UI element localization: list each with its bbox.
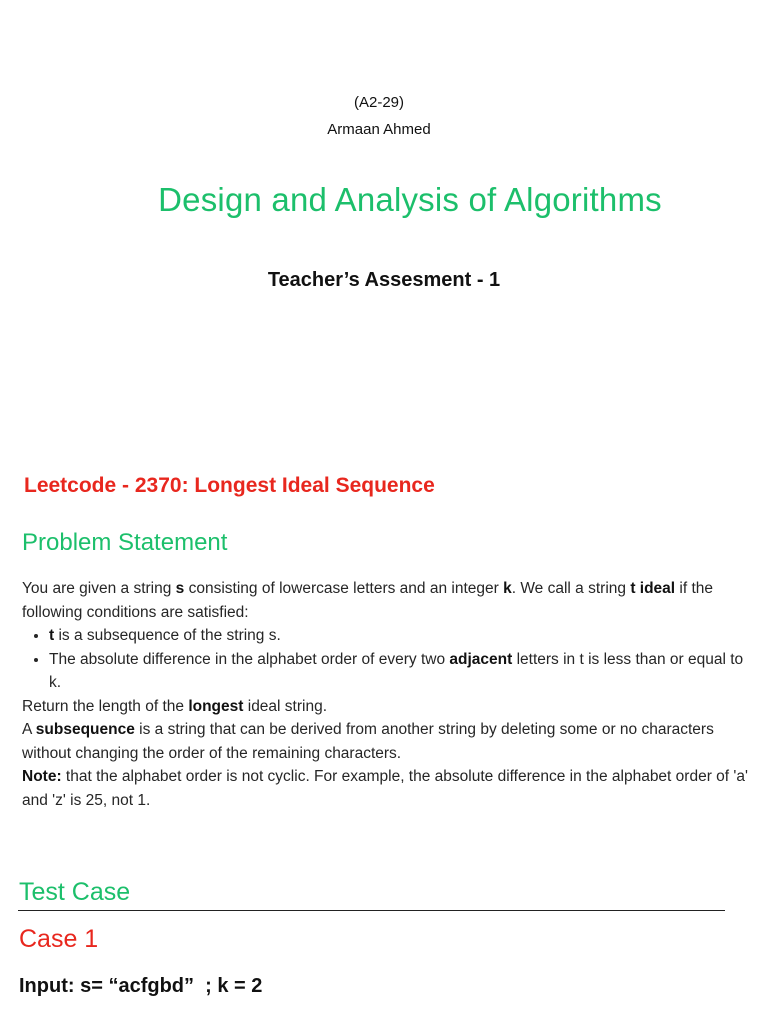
problem-statement-body bbox=[22, 577, 752, 812]
bullet-1-text: is a subsequence of the string s. bbox=[54, 627, 281, 644]
document-subtitle: Teacher’s Assesment - 1 bbox=[267, 269, 501, 291]
intro-paragraph bbox=[22, 577, 752, 624]
intro-text-4: if the following conditions are satisfied: bbox=[22, 580, 714, 621]
author-name: Armaan Ahmed bbox=[327, 121, 431, 138]
subseq-text-2: is a string that can be derived from another string by deleting some or no characters without changing the order of the remaining characters. bbox=[22, 721, 714, 762]
list-item bbox=[49, 624, 752, 648]
conditions-list bbox=[22, 624, 752, 695]
list-item bbox=[49, 648, 752, 695]
bullet-2-text-2: letters in t is less than or equal to k. bbox=[49, 650, 744, 691]
intro-bold-s: s bbox=[175, 580, 185, 597]
bullet-2-text-1: The absolute difference in the alphabet order of every two bbox=[49, 650, 450, 668]
bullet-2-bold: adjacent bbox=[449, 650, 513, 668]
intro-text-1: You are given a string bbox=[22, 580, 176, 597]
problem-statement-heading: Problem Statement bbox=[22, 529, 228, 556]
intro-bold-k: k bbox=[503, 580, 512, 597]
leetcode-title: Leetcode - 2370: Longest Ideal Sequence bbox=[24, 474, 435, 497]
intro-text-3: . We call a string bbox=[511, 580, 631, 597]
return-text-1: Return the length of the bbox=[22, 697, 189, 715]
case-1-heading: Case 1 bbox=[19, 925, 99, 953]
document-title: Design and Analysis of Algorithms bbox=[158, 181, 662, 218]
section-divider bbox=[18, 910, 725, 911]
note-paragraph bbox=[22, 765, 752, 812]
return-bold: longest bbox=[188, 697, 244, 715]
bullet-1-bold: t bbox=[49, 627, 55, 644]
subseq-text-1: A bbox=[22, 721, 36, 738]
intro-text-2: consisting of lowercase letters and an integer bbox=[184, 580, 504, 597]
roll-number: (A2-29) bbox=[353, 94, 405, 111]
test-case-heading: Test Case bbox=[19, 878, 131, 906]
intro-bold-t-ideal: t ideal bbox=[630, 580, 676, 597]
subsequence-paragraph bbox=[22, 718, 752, 765]
note-bold: Note: bbox=[22, 768, 62, 785]
case-1-input: Input: s= “acfgbd” ; k = 2 bbox=[19, 975, 263, 997]
return-paragraph bbox=[22, 695, 752, 719]
return-text-2: ideal string. bbox=[243, 697, 328, 715]
note-text: that the alphabet order is not cyclic. For example, the absolute difference in the alphabet order of 'a' and 'z' is 25, not 1. bbox=[22, 768, 748, 809]
subseq-bold: subsequence bbox=[35, 721, 135, 738]
